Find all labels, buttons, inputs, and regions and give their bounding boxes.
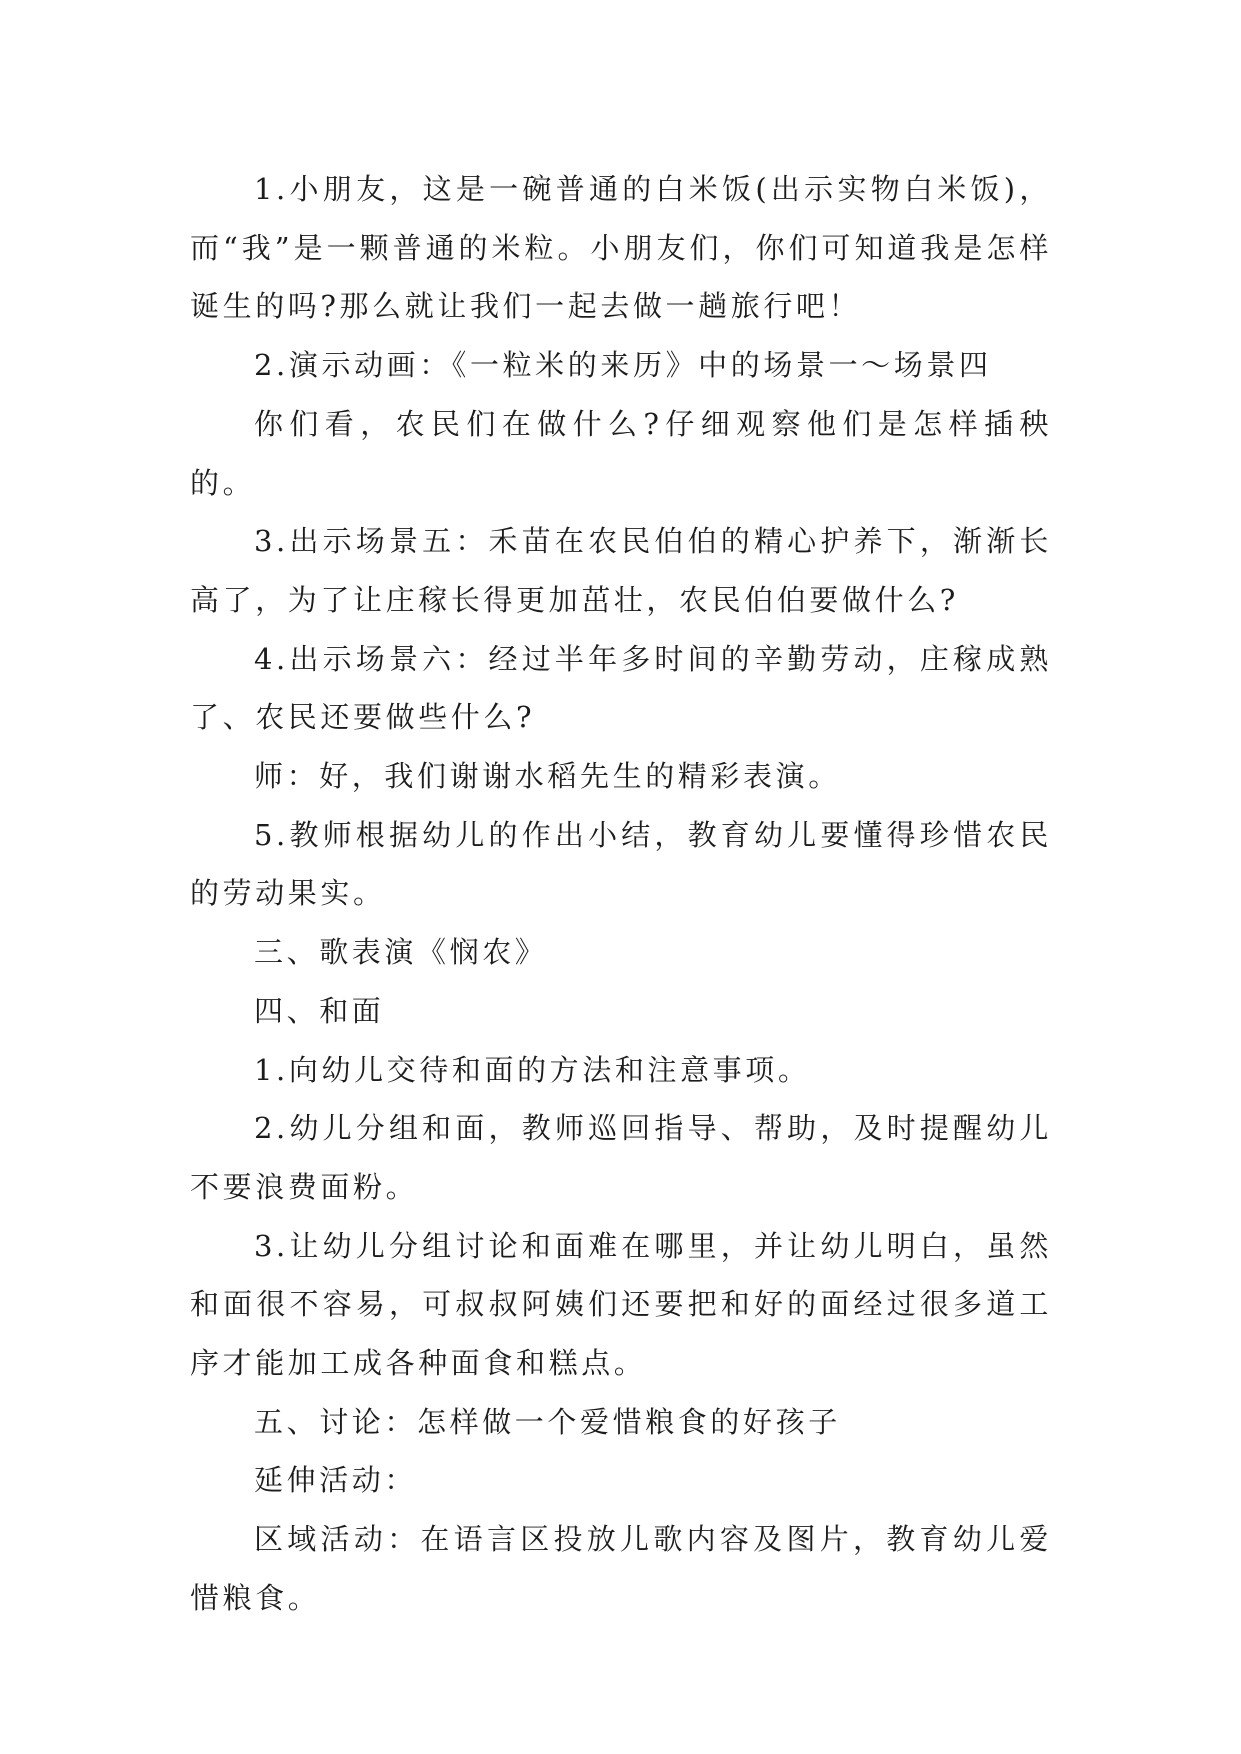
paragraph-teacher-thanks: 师：好，我们谢谢水稻先生的精彩表演。 [254, 759, 841, 794]
paragraph-dough-discussion: 3.让幼儿分组讨论和面难在哪里，并让幼儿明白，虽然和面很不容易，可叔叔阿姨们还要把和好的面经过很多道工序才能加工成各种面食和糕点。 [190, 1228, 1052, 1381]
paragraph-observe-farmers: 你们看，农民们在做什么?仔细观察他们是怎样插秧的。 [190, 406, 1052, 500]
paragraph-scene-five: 3.出示场景五：禾苗在农民伯伯的精心护养下，渐渐长高了，为了让庄稼长得更加茁壮，农民伯伯要做什么? [190, 524, 1052, 617]
paragraph-dough-groups: 2.幼儿分组和面，教师巡回指导、帮助，及时提醒幼儿不要浪费面粉。 [190, 1111, 1052, 1204]
paragraph-summary: 5.教师根据幼儿的作出小结，教育幼儿要懂得珍惜农民的劳动果实。 [190, 817, 1052, 911]
paragraph-area-activity: 区域活动：在语言区投放儿歌内容及图片，教育幼儿爱惜粮食。 [190, 1522, 1052, 1615]
paragraph-intro-rice: 1.小朋友，这是一碗普通的白米饭(出示实物白米饭)，而“我”是一颗普通的米粒。小朋友们，你们可知道我是怎样诞生的吗?那么就让我们一起去做一趟旅行吧！ [190, 172, 1052, 324]
paragraph-scene-six: 4.出示场景六：经过半年多时间的辛勤劳动，庄稼成熟了、农民还要做些什么? [190, 641, 1052, 735]
section-heading-discussion: 五、讨论：怎样做一个爱惜粮食的好孩子 [254, 1404, 841, 1439]
section-heading-song: 三、歌表演《悯农》 [254, 935, 548, 970]
section-heading-dough: 四、和面 [254, 993, 385, 1028]
paragraph-animation-demo: 2.演示动画：《一粒米的来历》中的场景一～场景四 [254, 348, 992, 383]
paragraph-extension-title: 延伸活动： [254, 1463, 418, 1498]
paragraph-dough-method: 1.向幼儿交待和面的方法和注意事项。 [254, 1052, 811, 1087]
document-body [190, 160, 1052, 1628]
